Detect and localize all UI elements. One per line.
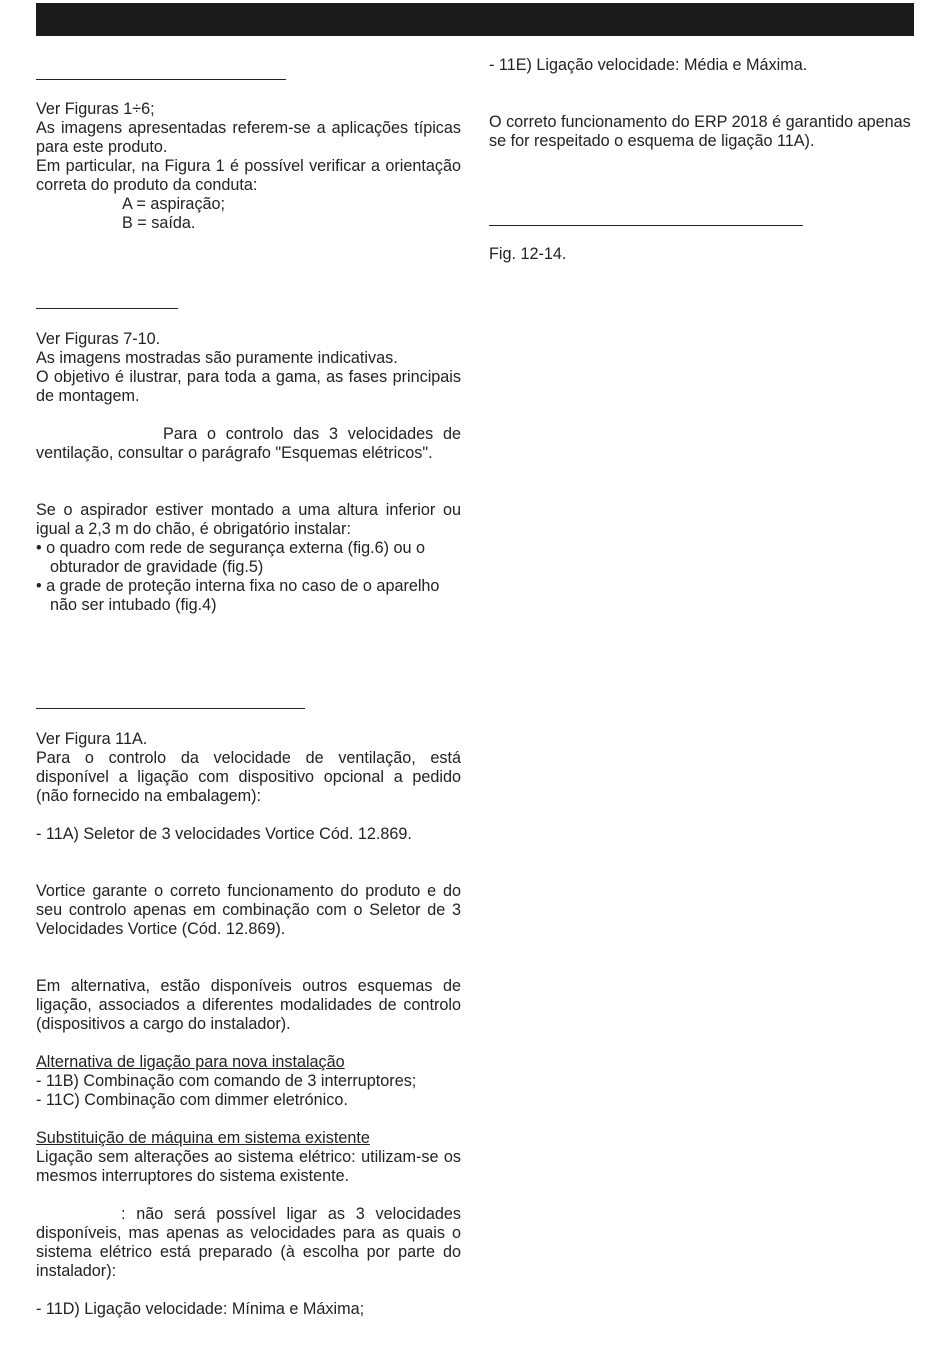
list-item: - 11C) Combinação com dimmer eletrónico. bbox=[36, 1091, 348, 1109]
note-paragraph: Para o controlo das 3 velocidades de ventilação, consultar o parágrafo "Esquemas elétricos". bbox=[36, 425, 461, 462]
section-3-text bbox=[36, 730, 461, 1319]
list-item: - 11E) Ligação velocidade: Média e Máxima. bbox=[489, 56, 808, 74]
subheading: Substituição de máquina em sistema existente bbox=[36, 1129, 370, 1147]
paragraph: Ligação sem alterações ao sistema elétrico: utilizam-se os mesmos interruptores do sistema existente. bbox=[36, 1148, 461, 1185]
list-item: - 11B) Combinação com comando de 3 interruptores; bbox=[36, 1072, 417, 1090]
list-item: - 11A) Seletor de 3 velocidades Vortice Cód. 12.869. bbox=[36, 825, 412, 843]
paragraph: Ver Figuras 7-10. bbox=[36, 330, 161, 348]
paragraph: Em alternativa, estão disponíveis outros esquemas de ligação, associados a diferentes modalidades de controlo (dispositivos a cargo do instalador). bbox=[36, 977, 461, 1033]
section-2-heading-rule bbox=[36, 308, 178, 309]
note-paragraph: : não será possível ligar as 3 velocidades disponíveis, mas apenas as velocidades para as quais o sistema elétrico está preparado (à escolha por parte do instalador): bbox=[36, 1205, 461, 1280]
list-item: • o quadro com rede de segurança externa (fig.6) ou o obturador de gravidade (fig.5) bbox=[36, 539, 426, 576]
paragraph: O correto funcionamento do ERP 2018 é garantido apenas se for respeitado o esquema de ligação 11A). bbox=[489, 113, 911, 150]
right-column-text bbox=[489, 56, 914, 151]
section-1-heading-rule bbox=[36, 79, 286, 80]
list-item: • a grade de proteção interna fixa no caso de o aparelho não ser intubado (fig.4) bbox=[36, 577, 440, 614]
paragraph: Fig. 12-14. bbox=[489, 245, 567, 263]
paragraph: O objetivo é ilustrar, para toda a gama, as fases principais de montagem. bbox=[36, 368, 461, 405]
paragraph: Ver Figura 11A. bbox=[36, 730, 148, 748]
list-item: - 11D) Ligação velocidade: Mínima e Máxima; bbox=[36, 1300, 365, 1318]
section-4-heading-rule bbox=[489, 225, 803, 226]
section-1-text bbox=[36, 100, 461, 233]
paragraph: As imagens apresentadas referem-se a aplicações típicas para este produto. bbox=[36, 119, 461, 156]
section-3-heading-rule bbox=[36, 708, 305, 709]
list-item: B = saída. bbox=[122, 214, 196, 232]
paragraph: Se o aspirador estiver montado a uma altura inferior ou igual a 2,3 m do chão, é obrigatório instalar: bbox=[36, 501, 461, 538]
paragraph: Em particular, na Figura 1 é possível verificar a orientação correta do produto da conduta: bbox=[36, 157, 461, 194]
paragraph: Ver Figuras 1÷6; bbox=[36, 100, 155, 118]
section-2-text bbox=[36, 330, 461, 615]
section-4-text bbox=[489, 245, 914, 264]
subheading: Alternativa de ligação para nova instalação bbox=[36, 1053, 345, 1071]
paragraph: Vortice garante o correto funcionamento do produto e do seu controlo apenas em combinação com o Seletor de 3 Velocidades Vortice (Cód. 12.869). bbox=[36, 882, 461, 938]
list-item: A = aspiração; bbox=[122, 195, 226, 213]
paragraph: Para o controlo da velocidade de ventilação, está disponível a ligação com dispositivo opcional a pedido (não fornecido na embalagem): bbox=[36, 749, 461, 805]
paragraph: As imagens mostradas são puramente indicativas. bbox=[36, 349, 398, 367]
header-bar bbox=[36, 3, 914, 36]
